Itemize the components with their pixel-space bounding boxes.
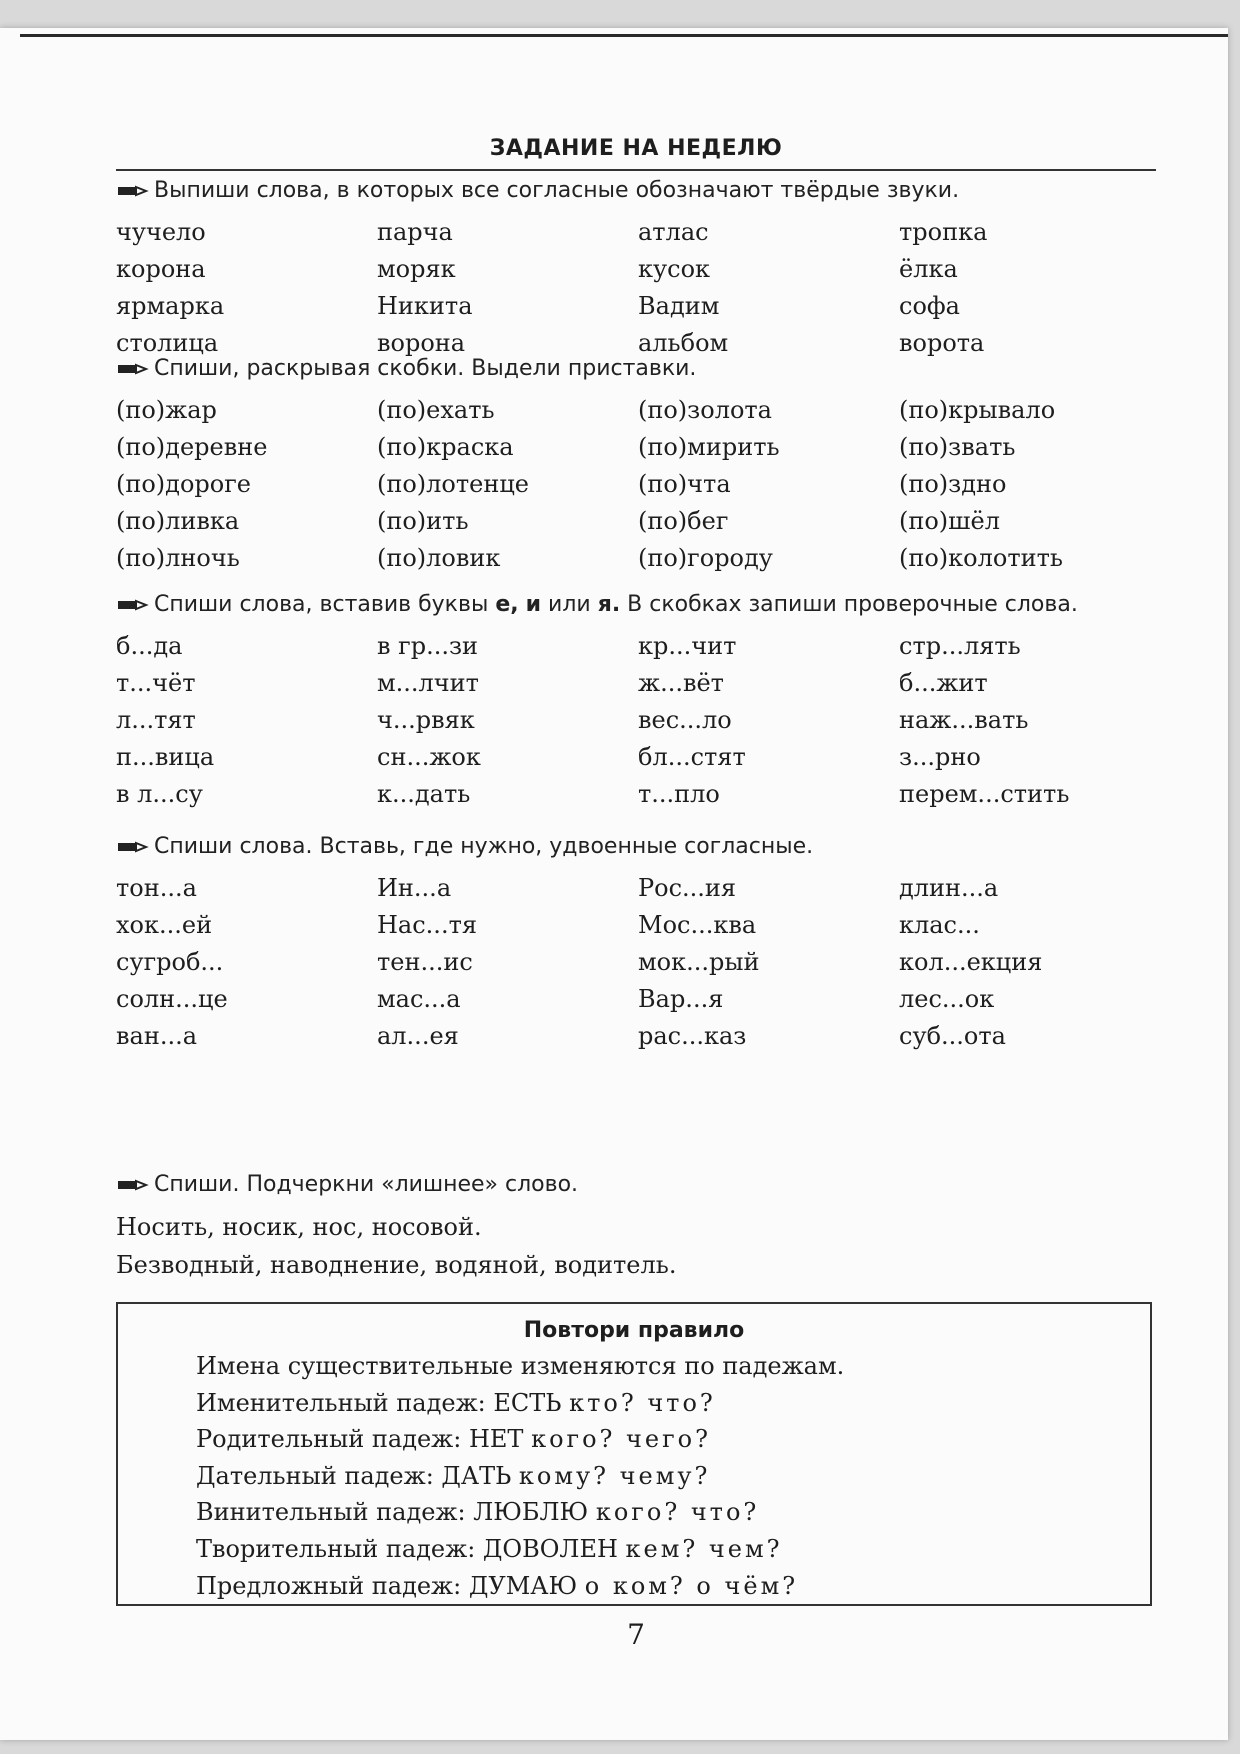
word-item: лес...ок — [899, 985, 995, 1013]
case-line — [196, 1458, 1150, 1495]
word-item: наж...вать — [899, 706, 1029, 734]
word-item: (по)краска — [377, 433, 514, 461]
word-item: моряк — [377, 255, 456, 283]
word-item: б...жит — [899, 669, 988, 697]
word-item: сугроб... — [116, 948, 224, 976]
word-item: б...да — [116, 632, 183, 660]
word-item: кусок — [638, 255, 711, 283]
word-item: (по)здно — [899, 470, 1007, 498]
word-item: (по)ливка — [116, 507, 240, 535]
word-item: хок...ей — [116, 911, 213, 939]
word-item: Нас...тя — [377, 911, 477, 939]
sentence: Безводный, наводнение, водяной, водитель. — [116, 1251, 677, 1279]
word-item: ворота — [899, 329, 985, 357]
word-item: корона — [116, 255, 206, 283]
case-line — [196, 1494, 1150, 1531]
word-item: тен...ис — [377, 948, 473, 976]
page-number: 7 — [627, 1618, 645, 1651]
case-line — [196, 1531, 1150, 1568]
case-line — [196, 1385, 1150, 1422]
pencil-icon — [116, 590, 154, 620]
top-rule — [20, 34, 1228, 37]
pencil-icon — [116, 832, 154, 862]
sentence-list — [116, 1208, 1156, 1284]
word-item: к...дать — [377, 780, 471, 808]
word-item: столица — [116, 329, 219, 357]
instruction-text — [154, 590, 1156, 620]
case-questions: кем? чем? — [625, 1534, 783, 1563]
word-item: м...лчит — [377, 669, 479, 697]
word-item: тон...а — [116, 874, 197, 902]
page-title: ЗАДАНИЕ НА НЕДЕЛЮ — [116, 136, 1156, 171]
word-item: (по)колотить — [899, 544, 1063, 572]
word-item: (по)жар — [116, 396, 217, 424]
case-questions: кого? чего? — [531, 1425, 711, 1454]
word-item: (по)ловик — [377, 544, 501, 572]
word-item: Вар...я — [638, 985, 724, 1013]
word-item: ёлка — [899, 255, 958, 283]
word-grid — [116, 392, 1156, 577]
task-double-consonants — [116, 832, 1156, 1055]
pencil-icon — [116, 354, 154, 384]
word-item: мок...рый — [638, 948, 760, 976]
word-item: альбом — [638, 329, 729, 357]
task-insert-letters — [116, 590, 1156, 813]
instruction-part: В скобках запиши проверочные слова. — [627, 592, 1078, 617]
word-item: перем...стить — [899, 780, 1070, 808]
case-label: Творительный падеж: ДОВОЛЕН — [196, 1534, 618, 1563]
word-item: длин...а — [899, 874, 999, 902]
word-item: (по)лночь — [116, 544, 240, 572]
word-item: Никита — [377, 292, 473, 320]
pencil-icon — [116, 176, 154, 206]
rule-lines — [196, 1348, 1150, 1604]
word-item: т...чёт — [116, 669, 196, 697]
word-item: (по)звать — [899, 433, 1016, 461]
word-item: (по)золота — [638, 396, 772, 424]
case-line — [196, 1421, 1150, 1458]
word-item: Мос...ква — [638, 911, 757, 939]
word-item: (по)шёл — [899, 507, 1000, 535]
word-item: бл...стят — [638, 743, 746, 771]
word-item: тропка — [899, 218, 988, 246]
task-prefixes — [116, 354, 1156, 577]
task-instruction — [116, 1170, 1156, 1200]
case-label: Именительный падеж: ЕСТЬ — [196, 1388, 562, 1417]
word-item: з...рно — [899, 743, 981, 771]
case-line — [196, 1568, 1150, 1605]
word-grid — [116, 870, 1156, 1055]
word-item: ал...ея — [377, 1022, 459, 1050]
word-item: ван...а — [116, 1022, 198, 1050]
task-hard-consonants — [116, 176, 1156, 362]
word-item: кол...екция — [899, 948, 1043, 976]
word-grid — [116, 214, 1156, 362]
word-item: т...пло — [638, 780, 720, 808]
word-item: парча — [377, 218, 453, 246]
word-item: суб...ота — [899, 1022, 1006, 1050]
sentence: Носить, носик, нос, носовой. — [116, 1213, 482, 1241]
case-questions: кому? чему? — [518, 1461, 711, 1490]
letter-i: и — [525, 592, 542, 617]
word-item: сн...жок — [377, 743, 481, 771]
word-item: вес...ло — [638, 706, 732, 734]
word-item: (по)дороге — [116, 470, 251, 498]
word-item: в л...су — [116, 780, 203, 808]
case-questions: кто? что? — [569, 1388, 716, 1417]
word-item: (по)мирить — [638, 433, 780, 461]
task-instruction — [116, 832, 1156, 862]
word-item: (по)бег — [638, 507, 729, 535]
pencil-icon — [116, 1170, 154, 1200]
case-label: Винительный падеж: ЛЮБЛЮ — [196, 1498, 589, 1527]
word-item: (по)лотенце — [377, 470, 529, 498]
word-item: Вадим — [638, 292, 720, 320]
word-item: мас...а — [377, 985, 461, 1013]
word-item: (по)городу — [638, 544, 773, 572]
instruction-part: Спиши слова, вставив буквы — [154, 592, 489, 617]
word-grid — [116, 628, 1156, 813]
case-label: Предложный падеж: ДУМАЮ — [196, 1571, 578, 1600]
word-item: атлас — [638, 218, 709, 246]
word-item: (по)ехать — [377, 396, 495, 424]
case-label: Родительный падеж: НЕТ — [196, 1425, 524, 1454]
word-item: Ин...а — [377, 874, 452, 902]
task-instruction — [116, 590, 1156, 620]
word-item: (по)крывало — [899, 396, 1056, 424]
rule-intro: Имена существительные изменяются по падежам. — [196, 1352, 845, 1380]
word-item: чучело — [116, 218, 206, 246]
word-item: п...вица — [116, 743, 215, 771]
word-item: клас... — [899, 911, 980, 939]
task-odd-word — [116, 1170, 1156, 1284]
instruction-text: Спиши слова. Вставь, где нужно, удвоенные согласные. — [154, 834, 814, 859]
case-label: Дательный падеж: ДАТЬ — [196, 1461, 512, 1490]
word-item: кр...чит — [638, 632, 737, 660]
workbook-page — [0, 28, 1228, 1740]
word-item: (по)деревне — [116, 433, 268, 461]
word-item: ярмарка — [116, 292, 225, 320]
word-item: (по)ить — [377, 507, 469, 535]
rule-box — [116, 1302, 1152, 1606]
word-item: софа — [899, 292, 960, 320]
case-questions: о ком? о чём? — [584, 1571, 799, 1600]
task-instruction — [116, 176, 1156, 206]
instruction-text: Спиши, раскрывая скобки. Выдели приставки. — [154, 356, 697, 381]
case-questions: кого? что? — [595, 1498, 760, 1527]
letter-e: е, — [495, 592, 519, 617]
word-item: стр...лять — [899, 632, 1021, 660]
word-item: ж...вёт — [638, 669, 724, 697]
task-instruction — [116, 354, 1156, 384]
instruction-text: Выпиши слова, в которых все согласные обозначают твёрдые звуки. — [154, 178, 960, 203]
instruction-text: Спиши. Подчеркни «лишнее» слово. — [154, 1172, 579, 1197]
word-item: л...тят — [116, 706, 196, 734]
word-item: Рос...ия — [638, 874, 737, 902]
instruction-or: или — [548, 592, 591, 617]
word-item: рас...каз — [638, 1022, 747, 1050]
rule-title: Повтори правило — [523, 1318, 745, 1343]
word-item: ч...рвяк — [377, 706, 475, 734]
word-item: ворона — [377, 329, 466, 357]
word-item: (по)чта — [638, 470, 731, 498]
word-item: солн...це — [116, 985, 228, 1013]
word-item: в гр...зи — [377, 632, 479, 660]
letter-ya: я. — [597, 592, 621, 617]
